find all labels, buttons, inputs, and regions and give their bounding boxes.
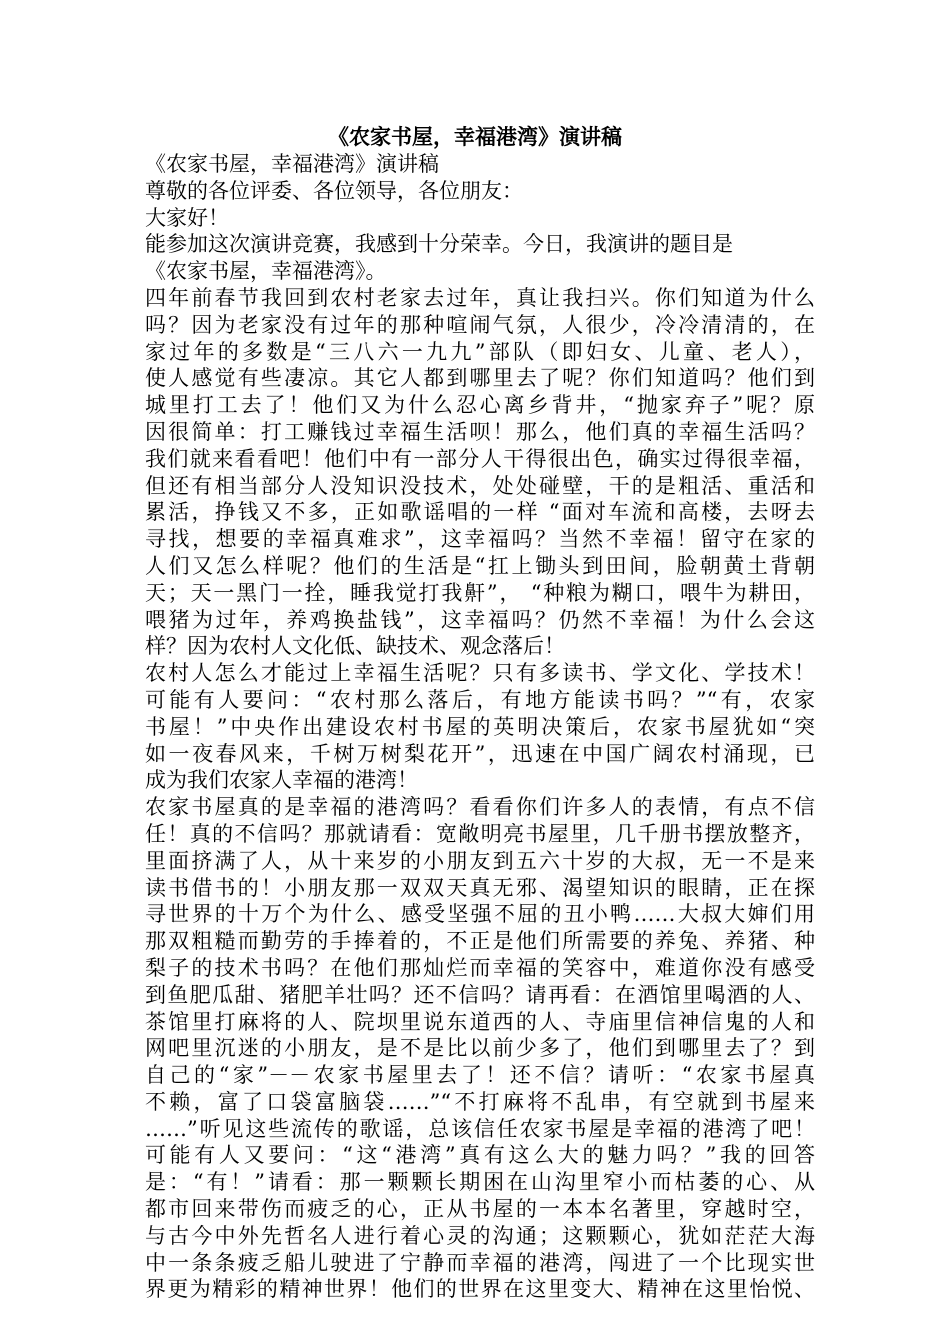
body-line: 可能有人又要问：“这“港湾”真有这么大的魅力吗？”我的回答 bbox=[145, 1143, 815, 1168]
body-line: 吗？因为老家没有过年的那种喧闹气氛，人很少，冷冷清清的，在 bbox=[145, 312, 815, 337]
body-line: 四年前春节我回到农村老家去过年，真让我扫兴。你们知道为什么 bbox=[145, 285, 815, 310]
body-line: 因很简单：打工赚钱过幸福生活呗！那么，他们真的幸福生活吗？ bbox=[145, 419, 815, 444]
body-line: 尊敬的各位评委、各位领导，各位朋友： bbox=[145, 178, 523, 203]
body-line: 样？因为农村人文化低、缺技术、观念落后！ bbox=[145, 634, 565, 659]
body-line: 自己的“家”－－农家书屋里去了！还不信？请听：“农家书屋真 bbox=[145, 1063, 815, 1088]
body-line: 但还有相当部分人没知识没技术，处处碰壁，干的是粗活、重活和 bbox=[145, 473, 815, 498]
body-line: 如一夜春风来，千树万树梨花开”，迅速在中国广阔农村涌现，已 bbox=[145, 741, 815, 766]
body-line: 界更为精彩的精神世界！他们的世界在这里变大、精神在这里怡悦、 bbox=[145, 1277, 815, 1302]
body-line: 里面挤满了人，从十来岁的小朋友到五六十岁的大叔，无一不是来 bbox=[145, 848, 815, 873]
body-line: 能参加这次演讲竞赛，我感到十分荣幸。今日，我演讲的题目是 bbox=[145, 232, 733, 257]
body-line: 农村人怎么才能过上幸福生活呢？只有多读书、学文化、学技术！ bbox=[145, 661, 815, 686]
body-line: 可能有人要问：“农村那么落后，有地方能读书吗？”“有，农家 bbox=[145, 687, 815, 712]
body-line: 梨子的技术书吗？在他们那灿烂而幸福的笑容中，难道你没有感受 bbox=[145, 955, 815, 980]
body-line: 茶馆里打麻将的人、院坝里说东道西的人、寺庙里信神信鬼的人和 bbox=[145, 1009, 815, 1034]
body-line: 《农家书屋，幸福港湾》演讲稿 bbox=[145, 152, 439, 176]
document-body bbox=[145, 151, 815, 1303]
body-line: 人们又怎么样呢？他们的生活是“扛上锄头到田间，脸朝黄土背朝 bbox=[145, 553, 815, 578]
body-line: 与古今中外先哲名人进行着心灵的沟通；这颗颗心，犹如茫茫大海 bbox=[145, 1223, 815, 1248]
body-line: 大家好！ bbox=[145, 205, 229, 230]
body-line: 那双粗糙而勤劳的手捧着的，不正是他们所需要的养兔、养猪、种 bbox=[145, 929, 815, 954]
body-line: 家过年的多数是“三八六一九九”部队（即妇女、儿童、老人）， bbox=[145, 339, 815, 364]
body-line: 寻找，想要的幸福真难求”，这幸福吗？当然不幸福！留守在家的 bbox=[145, 527, 815, 552]
body-line: 天；天一黑门一拴，睡我觉打我鼾”， “种粮为糊口，喂牛为耕田， bbox=[145, 580, 815, 605]
body-line: 到鱼肥瓜甜、猪肥羊壮吗？还不信吗？请再看：在酒馆里喝酒的人、 bbox=[145, 982, 815, 1007]
body-line: 城里打工去了！他们又为什么忍心离乡背井，“抛家弃子”呢？原 bbox=[145, 393, 815, 418]
body-line: 都市回来带伤而疲乏的心，正从书屋的一本本名著里，穿越时空， bbox=[145, 1197, 815, 1222]
body-line: ……”听见这些流传的歌谣，总该信任农家书屋是幸福的港湾了吧！ bbox=[145, 1116, 815, 1141]
body-line: 中一条条疲乏船儿驶进了宁静而幸福的港湾，闯进了一个比现实世 bbox=[145, 1250, 815, 1275]
body-line: 寻世界的十万个为什么、感受坚强不屈的丑小鸭……大叔大婶们用 bbox=[145, 902, 815, 927]
body-line: 累活，挣钱又不多，正如歌谣唱的一样 “面对车流和高楼，去呀去 bbox=[145, 500, 815, 525]
body-line: 是：“有！”请看：那一颗颗长期困在山沟里窄小而枯萎的心、从 bbox=[145, 1170, 815, 1195]
body-line: 网吧里沉迷的小朋友，是不是比以前少多了，他们到哪里去了？到 bbox=[145, 1036, 815, 1061]
body-line: 读书借书的！小朋友那一双双天真无邪、渴望知识的眼睛，正在探 bbox=[145, 875, 815, 900]
body-line: 任！真的不信吗？那就请看：宽敞明亮书屋里，几千册书摆放整齐， bbox=[145, 821, 815, 846]
body-line: 不赖，富了口袋富脑袋……”“不打麻将不乱串，有空就到书屋来 bbox=[145, 1089, 815, 1114]
body-line: 《农家书屋，幸福港湾》。 bbox=[145, 259, 387, 284]
body-line: 喂猪为过年，养鸡换盐钱”，这幸福吗？仍然不幸福！为什么会这 bbox=[145, 607, 815, 632]
body-line: 书屋！”中央作出建设农村书屋的英明决策后，农家书屋犹如“突 bbox=[145, 714, 815, 739]
body-line: 我们就来看看吧！他们中有一部分人干得很出色，确实过得很幸福， bbox=[145, 446, 815, 471]
body-line: 成为我们农家人幸福的港湾！ bbox=[145, 768, 418, 793]
document-title: 《农家书屋，幸福港湾》演讲稿 bbox=[328, 124, 622, 149]
body-line: 使人感觉有些凄凉。其它人都到哪里去了呢？你们知道吗？他们到 bbox=[145, 366, 815, 391]
body-line: 农家书屋真的是幸福的港湾吗？看看你们许多人的表情，有点不信 bbox=[145, 795, 815, 820]
